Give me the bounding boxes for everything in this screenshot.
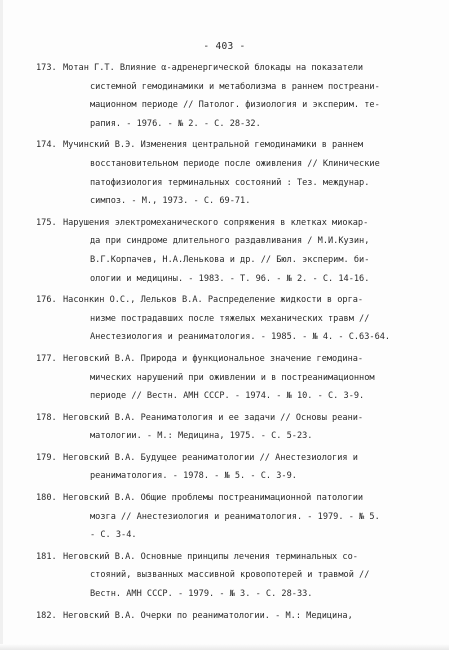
entry-text [63,449,410,486]
entry-line: Вестн. АМН СССР. - 1979. - № 3. - С. 28-33. [90,589,313,600]
entry-line: низме пострадавших после тяжелых механических травм // [90,313,370,324]
entry-text [63,59,410,133]
entry-number: 180. [36,493,57,504]
bibliography-entry [0,291,449,347]
entry-text [63,291,410,347]
entry-line: мозга // Анестезиология и реаниматология. - 1979. - № 5. [90,511,380,522]
entry-line: восстановительном периоде после оживления // Клинические [90,158,380,169]
entry-line: Неговский В.А. Природа и функциональное значение гемодина- [63,353,364,364]
bibliography-entry [0,449,449,486]
entry-line: ологии и медицины. - 1983. - Т. 96. - № 2. - С. 14-16. [90,273,370,284]
bibliography-entry [0,409,449,446]
entry-number: 182. [36,610,57,621]
entry-line: В.Г.Корпачев, Н.А.Ленькова и др. // Бюл. эксперим. би- [90,254,370,265]
entry-line: Насонкин О.С., Лельков В.А. Распределение жидкости в орга- [63,295,364,306]
entry-line: Анестезиология и реаниматология. - 1985. - № 4. - С.63-64. [90,332,391,343]
entry-line: Нарушения электромеханического сопряжения в клетках миокар- [63,217,369,228]
entry-line: Неговский В.А. Общие проблемы постреанимационной патологии [63,493,364,504]
entry-line: матологии. - М.: Медицина, 1975. - С. 5-23. [90,431,313,442]
entry-text [63,607,410,626]
entry-line: мических нарушений при оживлении и в постреанимационном [90,372,375,383]
entry-line: системной гемодинамики и метаболизма в раннем постреани- [90,81,380,92]
entry-line: Неговский В.А. Реаниматология и ее задачи // Основы реани- [63,412,364,423]
entry-number: 177. [36,353,57,364]
entry-text [63,548,410,604]
entry-line: патофизиология терминальных состояний : Тез. междунар. [90,177,370,188]
entry-line: реаниматология. - 1978. - № 5. - С. 3-9. [90,471,297,482]
entry-line: симпоз. - М., 1973. - С. 69-71. [90,196,251,207]
entry-number: 181. [36,551,57,562]
entry-text [63,489,410,545]
entry-line: Неговский В.А. Основные принципы лечения терминальных со- [63,551,358,562]
entry-number: 178. [36,412,57,423]
entry-number: 174. [36,140,57,151]
entry-line: Неговский В.А. Очерки по реаниматологии. - М.: Медицина, [63,610,353,621]
entry-line: Неговский В.А. Будущее реаниматологии // Анестезиология и [63,452,358,463]
bibliography-entry [0,548,449,604]
bibliography-entry [0,136,449,210]
entry-line: стояний, вызванных массивной кровопотерей и травмой // [90,570,370,581]
entry-line: Мучинский В.Э. Изменения центральной гемодинамики в раннем [63,140,364,151]
entry-line: мационном периоде // Патолог. физиология и эксперим. те- [90,100,380,111]
entry-text [63,409,410,446]
bibliography-entry [0,59,449,133]
bibliography-entry [0,489,449,545]
entry-number: 179. [36,452,57,463]
entry-number: 176. [36,295,57,306]
entry-number: 173. [36,63,57,73]
entry-text [63,214,410,288]
page-number: - 403 - [203,41,246,52]
entry-line: - С. 3-4. [90,530,137,541]
page-bottom-edge [0,644,449,650]
bibliography-list [0,59,449,628]
bibliography-entry [0,607,449,626]
entry-text [63,350,410,406]
bibliography-entry [0,350,449,406]
entry-line: периоде // Вестн. АМН СССР. - 1974. - № 10. - С. 3-9. [90,391,365,402]
entry-text [63,136,410,210]
bibliography-entry [0,214,449,288]
entry-line: рапия. - 1976. - № 2. - С. 28-32. [90,118,261,129]
entry-line: да при синдроме длительного раздавливания / М.И.Кузин, [90,236,370,247]
entry-line: Мотан Г.Т. Влияние α-адренергической блокады на показатели [63,63,364,73]
entry-number: 175. [36,217,57,228]
